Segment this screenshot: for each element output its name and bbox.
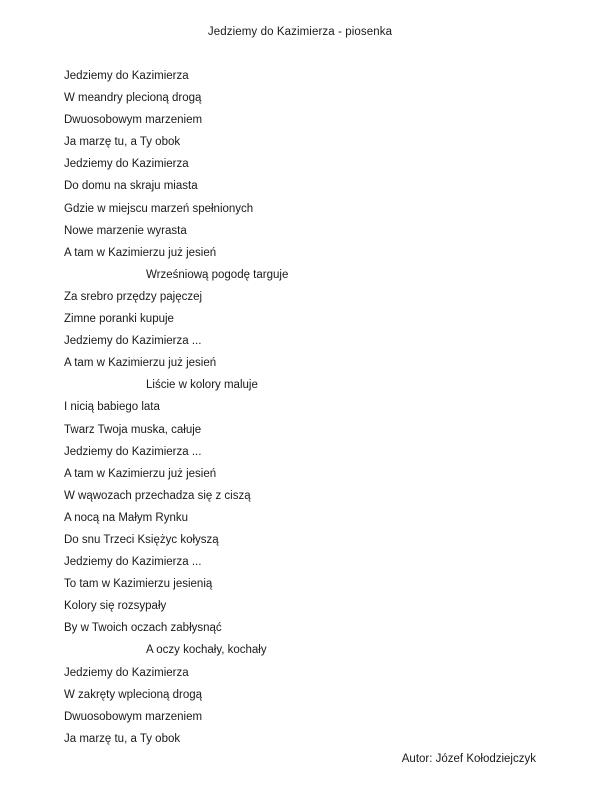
lyric-line: Jedziemy do Kazimierza ... xyxy=(64,445,202,458)
lyric-line: Jedziemy do Kazimierza xyxy=(64,666,189,679)
lyric-line: To tam w Kazimierzu jesienią xyxy=(64,578,213,591)
document-title: Jedziemy do Kazimierza - piosenka xyxy=(207,26,393,38)
lyrics-list xyxy=(64,68,288,753)
lyric-line: Liście w kolory maluje xyxy=(146,379,258,392)
lyric-line: Do domu na skraju miasta xyxy=(64,180,198,193)
lyric-line: Dwuosobowym marzeniem xyxy=(64,114,203,127)
lyric-line: Ja marzę tu, a Ty obok xyxy=(64,136,181,149)
lyric-line: Gdzie w miejscu marzeń spełnionych xyxy=(64,202,254,215)
lyric-line: A tam w Kazimierzu już jesień xyxy=(64,467,217,480)
lyric-line: Jedziemy do Kazimierza ... xyxy=(64,556,202,569)
lyric-line: Nowe marzenie wyrasta xyxy=(64,224,187,237)
lyric-line: Za srebro przędzy pajęczej xyxy=(64,290,203,303)
lyric-line: I nicią babiego lata xyxy=(64,401,160,414)
lyric-line: Twarz Twoja muska, całuje xyxy=(64,423,202,436)
lyric-line: Jedziemy do Kazimierza xyxy=(64,70,189,82)
lyric-line: W meandry plecioną drogą xyxy=(64,92,202,105)
lyric-line: Jedziemy do Kazimierza ... xyxy=(64,335,202,348)
lyric-line: Zimne poranki kupuje xyxy=(64,313,174,326)
lyric-line: W zakręty wplecioną drogą xyxy=(64,688,203,701)
lyric-line: A nocą na Małym Rynku xyxy=(64,511,189,524)
lyric-line: By w Twoich oczach zabłysnąć xyxy=(64,622,222,635)
lyric-line: Dwuosobowym marzeniem xyxy=(64,710,203,723)
lyric-line: Kolory się rozsypały xyxy=(64,600,167,613)
lyric-line: A oczy kochały, kochały xyxy=(146,644,267,657)
lyric-line: Wrześniową pogodę targuje xyxy=(146,268,289,281)
lyric-line: Ja marzę tu, a Ty obok xyxy=(64,732,181,745)
lyric-line: A tam w Kazimierzu już jesień xyxy=(64,246,217,259)
author-credit: Autor: Józef Kołodziejczyk xyxy=(401,753,536,765)
lyric-line: A tam w Kazimierzu już jesień xyxy=(64,357,217,370)
lyric-line: Jedziemy do Kazimierza xyxy=(64,158,189,171)
lyric-line: W wąwozach przechadza się z ciszą xyxy=(64,489,251,502)
lyric-line: Do snu Trzeci Księżyc kołyszą xyxy=(64,533,219,546)
